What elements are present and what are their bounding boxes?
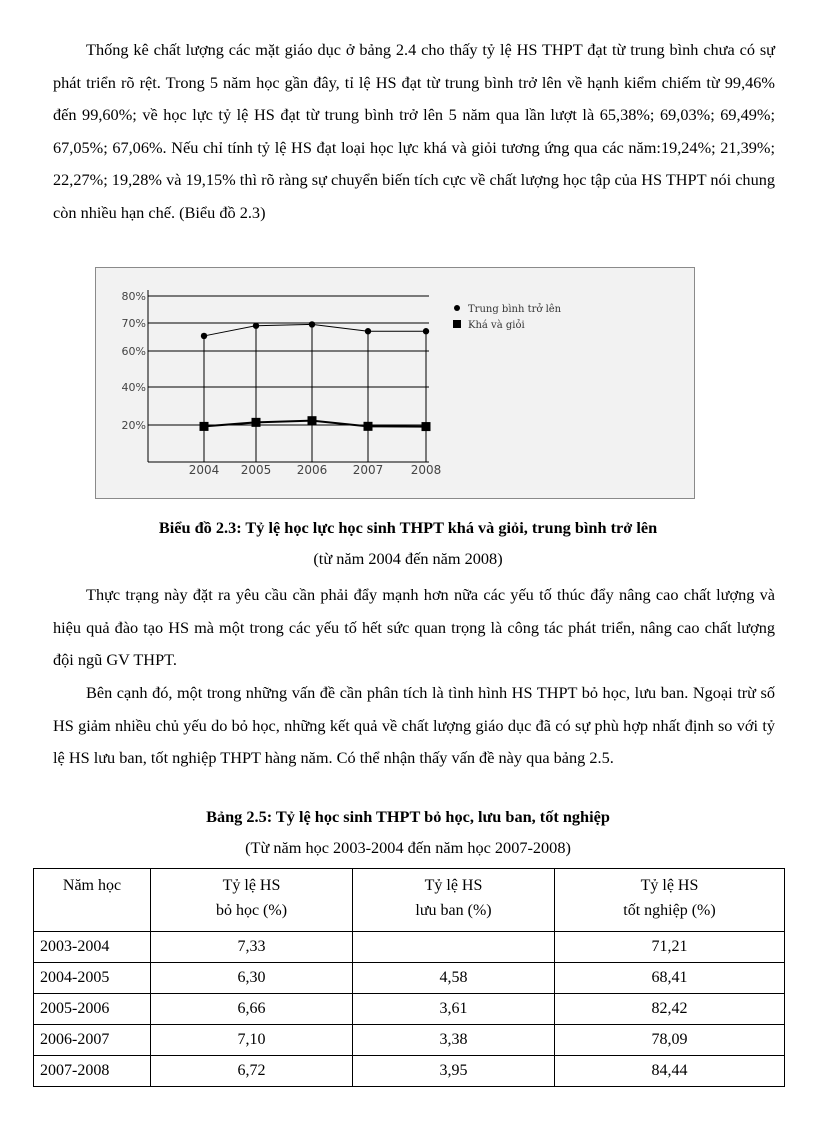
table-cell: 82,42 [555,994,785,1025]
table-cell: 2003-2004 [34,932,151,963]
table-header-row [34,869,785,932]
data-point-square [422,422,431,431]
header-line: Tỷ lệ HS [640,877,699,894]
table-cell: 2007-2008 [34,1056,151,1087]
chart-canvas [96,268,696,500]
table-cell: 6,30 [151,963,353,994]
statistics-table [33,868,785,1087]
table-cell: 3,61 [353,994,555,1025]
chart-labels [122,290,442,477]
data-point-circle [365,328,371,334]
x-tick-label: 2004 [188,463,220,477]
x-tick-label: 2007 [352,463,384,477]
legend-marker-circle [454,305,460,311]
table-cell: 2006-2007 [34,1025,151,1056]
header-cell-repeat [353,869,555,932]
figure-subcaption: (từ năm 2004 đến năm 2008) [313,549,503,568]
header-line: Năm học [62,877,122,894]
header-line: bỏ học (%) [215,902,288,919]
legend-label: Trung bình trở lên [468,304,562,315]
data-point-square [252,418,261,427]
table-cell: 68,41 [555,963,785,994]
chart-grid [148,290,429,462]
figure-caption: Biểu đồ 2.3: Tỷ lệ học lực học sinh THPT khá và giỏi, trung bình trở lên [158,518,658,537]
table-row [34,994,785,1025]
table-row [34,932,785,963]
series-line-average [204,324,426,336]
table-cell: 6,72 [151,1056,353,1087]
data-point-square [308,416,317,425]
table-cell: 7,10 [151,1025,353,1056]
paragraph-reality-text: Thực trạng này đặt ra yêu cầu cần phải đẩy mạnh hơn nữa các yếu tố thúc đẩy nâng cao chất lượng và hiệu quả đào tạo HS mà một trong các yếu tố hết sức quan trọng là công tác phát triển, nâng cao chất lượng đội ngũ GV THPT. [53,585,775,670]
header-line: lưu ban (%) [415,902,492,919]
header-cell-dropout [151,869,353,932]
data-point-square [364,422,373,431]
table-cell: 2004-2005 [34,963,151,994]
table-cell: 78,09 [555,1025,785,1056]
paragraph-intro-text: Thống kê chất lượng các mặt giáo dục ở bảng 2.4 cho thấy tỷ lệ HS THPT đạt từ trung bình chưa có sự phát triển rõ rệt. Trong 5 năm học gần đây, tỉ lệ HS đạt từ trung bình trở lên về hạnh kiểm chiếm từ 99,46% đến 99,60%; về học lực tỷ lệ HS đạt từ trung bình trở lên 5 năm qua lần lượt là 65,38%; 69,03%; 69,49%; 67,05%; 67,06%. Nếu chỉ tính tỷ lệ HS đạt loại học lực khá và giỏi tương ứng qua các năm:19,24%; 21,39%; 22,27%; 19,28% và 19,15% thì rõ ràng sự chuyển biến tích cực về chất lượng học tập của HS THPT nói chung còn nhiều hạn chế. (Biểu đồ 2.3) [53,40,775,222]
header-line: Tỷ lệ HS [424,877,483,894]
chart-series [200,321,431,431]
table-cell: 2005-2006 [34,994,151,1025]
table-row [34,1025,785,1056]
x-tick-label: 2005 [240,463,272,477]
line-chart [95,267,695,499]
data-point-square [200,422,209,431]
data-point-circle [423,328,429,334]
header-line: Tỷ lệ HS [222,877,281,894]
legend-marker-square [453,320,461,328]
legend-label: Khá và giỏi [468,320,525,331]
paragraph-dropout-text: Bên cạnh đó, một trong những vấn đề cần phân tích là tình hình HS THPT bỏ học, lưu ban. Ngoại trừ số HS giảm nhiều chủ yếu do bỏ học, những kết quả về chất lượng giáo dục đã có sự phù hợp nhất định so với tỷ lệ HS lưu ban, tốt nghiệp THPT hàng năm. Có thể nhận thấy vấn đề này qua bảng 2.5. [53,683,775,768]
table-cell [353,932,555,963]
paragraph-intro [53,34,775,230]
table-cell: 3,95 [353,1056,555,1087]
data-point-circle [201,333,207,339]
y-tick-label: 40% [121,381,146,394]
table-cell: 7,33 [151,932,353,963]
table-row [34,1056,785,1087]
table-cell: 3,38 [353,1025,555,1056]
y-tick-label: 70% [121,317,146,330]
table-cell: 6,66 [151,994,353,1025]
paragraph-dropout [53,677,775,775]
table-cell: 84,44 [555,1056,785,1087]
data-point-circle [253,323,259,329]
table-cell: 71,21 [555,932,785,963]
header-cell-graduate [555,869,785,932]
table-cell: 4,58 [353,963,555,994]
y-tick-label: 80% [121,290,146,303]
x-tick-label: 2008 [410,463,442,477]
y-tick-label: 20% [121,419,146,432]
data-point-circle [309,321,315,327]
header-cell-year [34,869,151,932]
table-row [34,963,785,994]
x-tick-label: 2006 [296,463,328,477]
table-subcaption: (Từ năm học 2003-2004 đến năm học 2007-2008) [245,838,571,857]
y-tick-label: 60% [121,345,146,358]
table-caption: Bảng 2.5: Tỷ lệ học sinh THPT bỏ học, lưu ban, tốt nghiệp [206,807,610,826]
header-line: tốt nghiệp (%) [623,902,716,919]
paragraph-reality [53,579,775,677]
chart-legend [453,304,562,331]
